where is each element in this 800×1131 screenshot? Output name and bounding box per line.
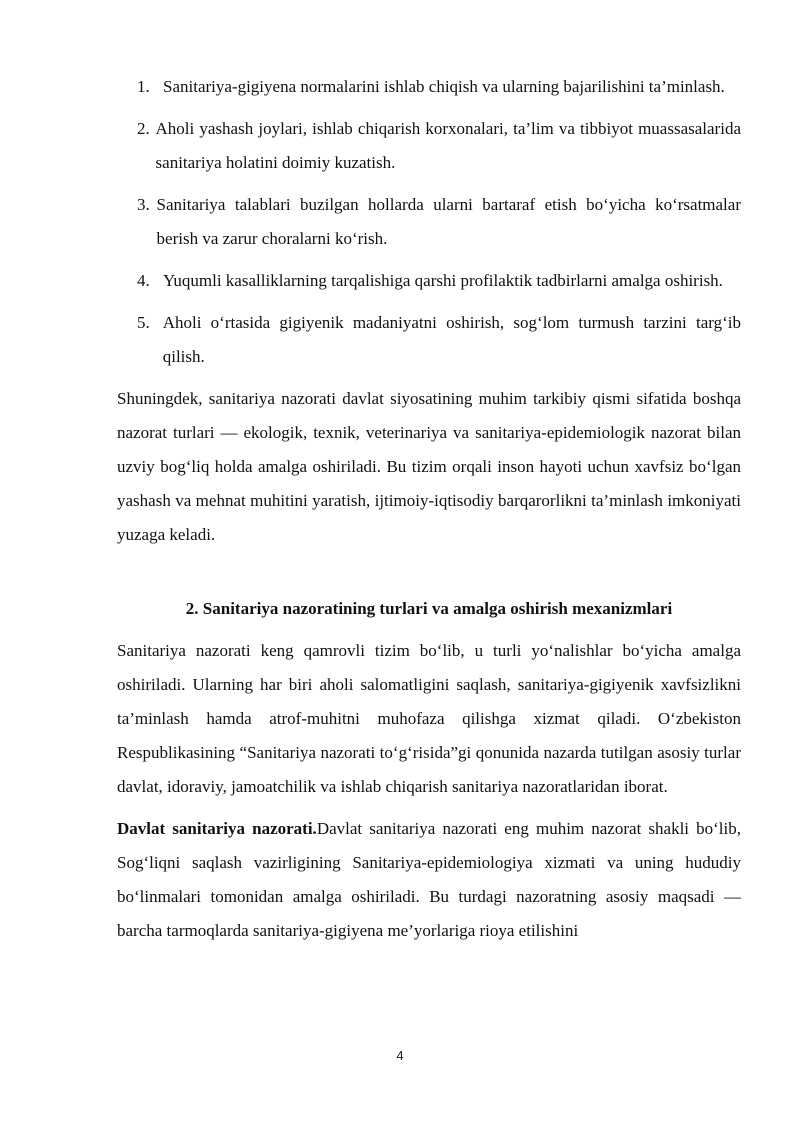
section-heading: 2. Sanitariya nazoratining turlari va amalga oshirish mexanizmlari [185,599,673,618]
list-item-text: Sanitariya-gigiyena normalarini ishlab chiqish va ularning bajarilishini ta’minlash. [163,77,725,96]
list-item-number: 3. [137,195,150,214]
list-item [117,306,741,374]
list-item [117,264,741,298]
paragraph-lead-term: Davlat sanitariya nazorati. [117,819,317,838]
list-item-number: 4. [137,271,150,290]
paragraph-types-overview: Sanitariya nazorati keng qamrovli tizim bo‘lib, u turli yo‘nalishlar bo‘yicha amalga oshiriladi. Ularning har biri aholi salomatligini saqlash, sanitariya-gigiyenik xavfsizlikni ta’minlash hamda atrof-muhitni muhofaza qilishga xizmat qiladi. O‘zbekiston Respublikasining “Sanitariya nazorati to‘g‘risida”gi qonunida nazarda tutilgan asosiy turlar davlat, idoraviy, jamoatchilik va ishlab chiqarish sanitariya nazoratlaridan iborat. [117,641,741,796]
list-item-text: Aholi o‘rtasida gigiyenik madaniyatni oshirish, sog‘lom turmush tarzini targ‘ib qilish. [162,313,741,366]
list-item-number: 2. [137,119,150,138]
document-page [117,70,741,948]
list-item-text: Aholi yashash joylari, ishlab chiqarish korxonalari, ta’lim va tibbiyot muassasalarida sanitariya holatini doimiy kuzatish. [155,119,741,172]
list-item-text: Sanitariya talablari buzilgan hollarda ularni bartaraf etish bo‘yicha ko‘rsatmalar berish va zarur choralarni ko‘rish. [156,195,741,248]
paragraph-state-control [117,812,741,948]
list-item [117,70,741,104]
list-item [117,112,741,180]
numbered-list [117,70,741,374]
paragraph-body-text: Davlat sanitariya nazorati eng muhim nazorat shakli bo‘lib, Sog‘liqni saqlash vazirligining Sanitariya-epidemiologiya xizmati va uning hududiy bo‘linmalari tomonidan amalga oshiriladi. Bu turdagi nazoratning asosiy maqsadi — barcha tarmoqlarda sanitariya-gigiyena me’yorlariga rioya etilishini [117,819,741,940]
list-item-text: Yuqumli kasalliklarning tarqalishiga qarshi profilaktik tadbirlarni amalga oshirish. [163,271,723,290]
list-item-number: 1. [137,77,150,96]
page-number: 4 [396,1048,404,1063]
list-item-number: 5. [137,313,150,332]
list-item [117,188,741,256]
paragraph-intro-summary: Shuningdek, sanitariya nazorati davlat siyosatining muhim tarkibiy qismi sifatida boshqa nazorat turlari — ekologik, texnik, veterinariya va sanitariya-epidemiologik nazorat bilan uzviy bog‘liq holda amalga oshiriladi. Bu tizim orqali inson hayoti uchun xavfsiz bo‘lgan yashash va mehnat muhitini yaratish, ijtimoiy-iqtisodiy barqarorlikni ta’minlash imkoniyati yuzaga keladi. [117,389,741,544]
